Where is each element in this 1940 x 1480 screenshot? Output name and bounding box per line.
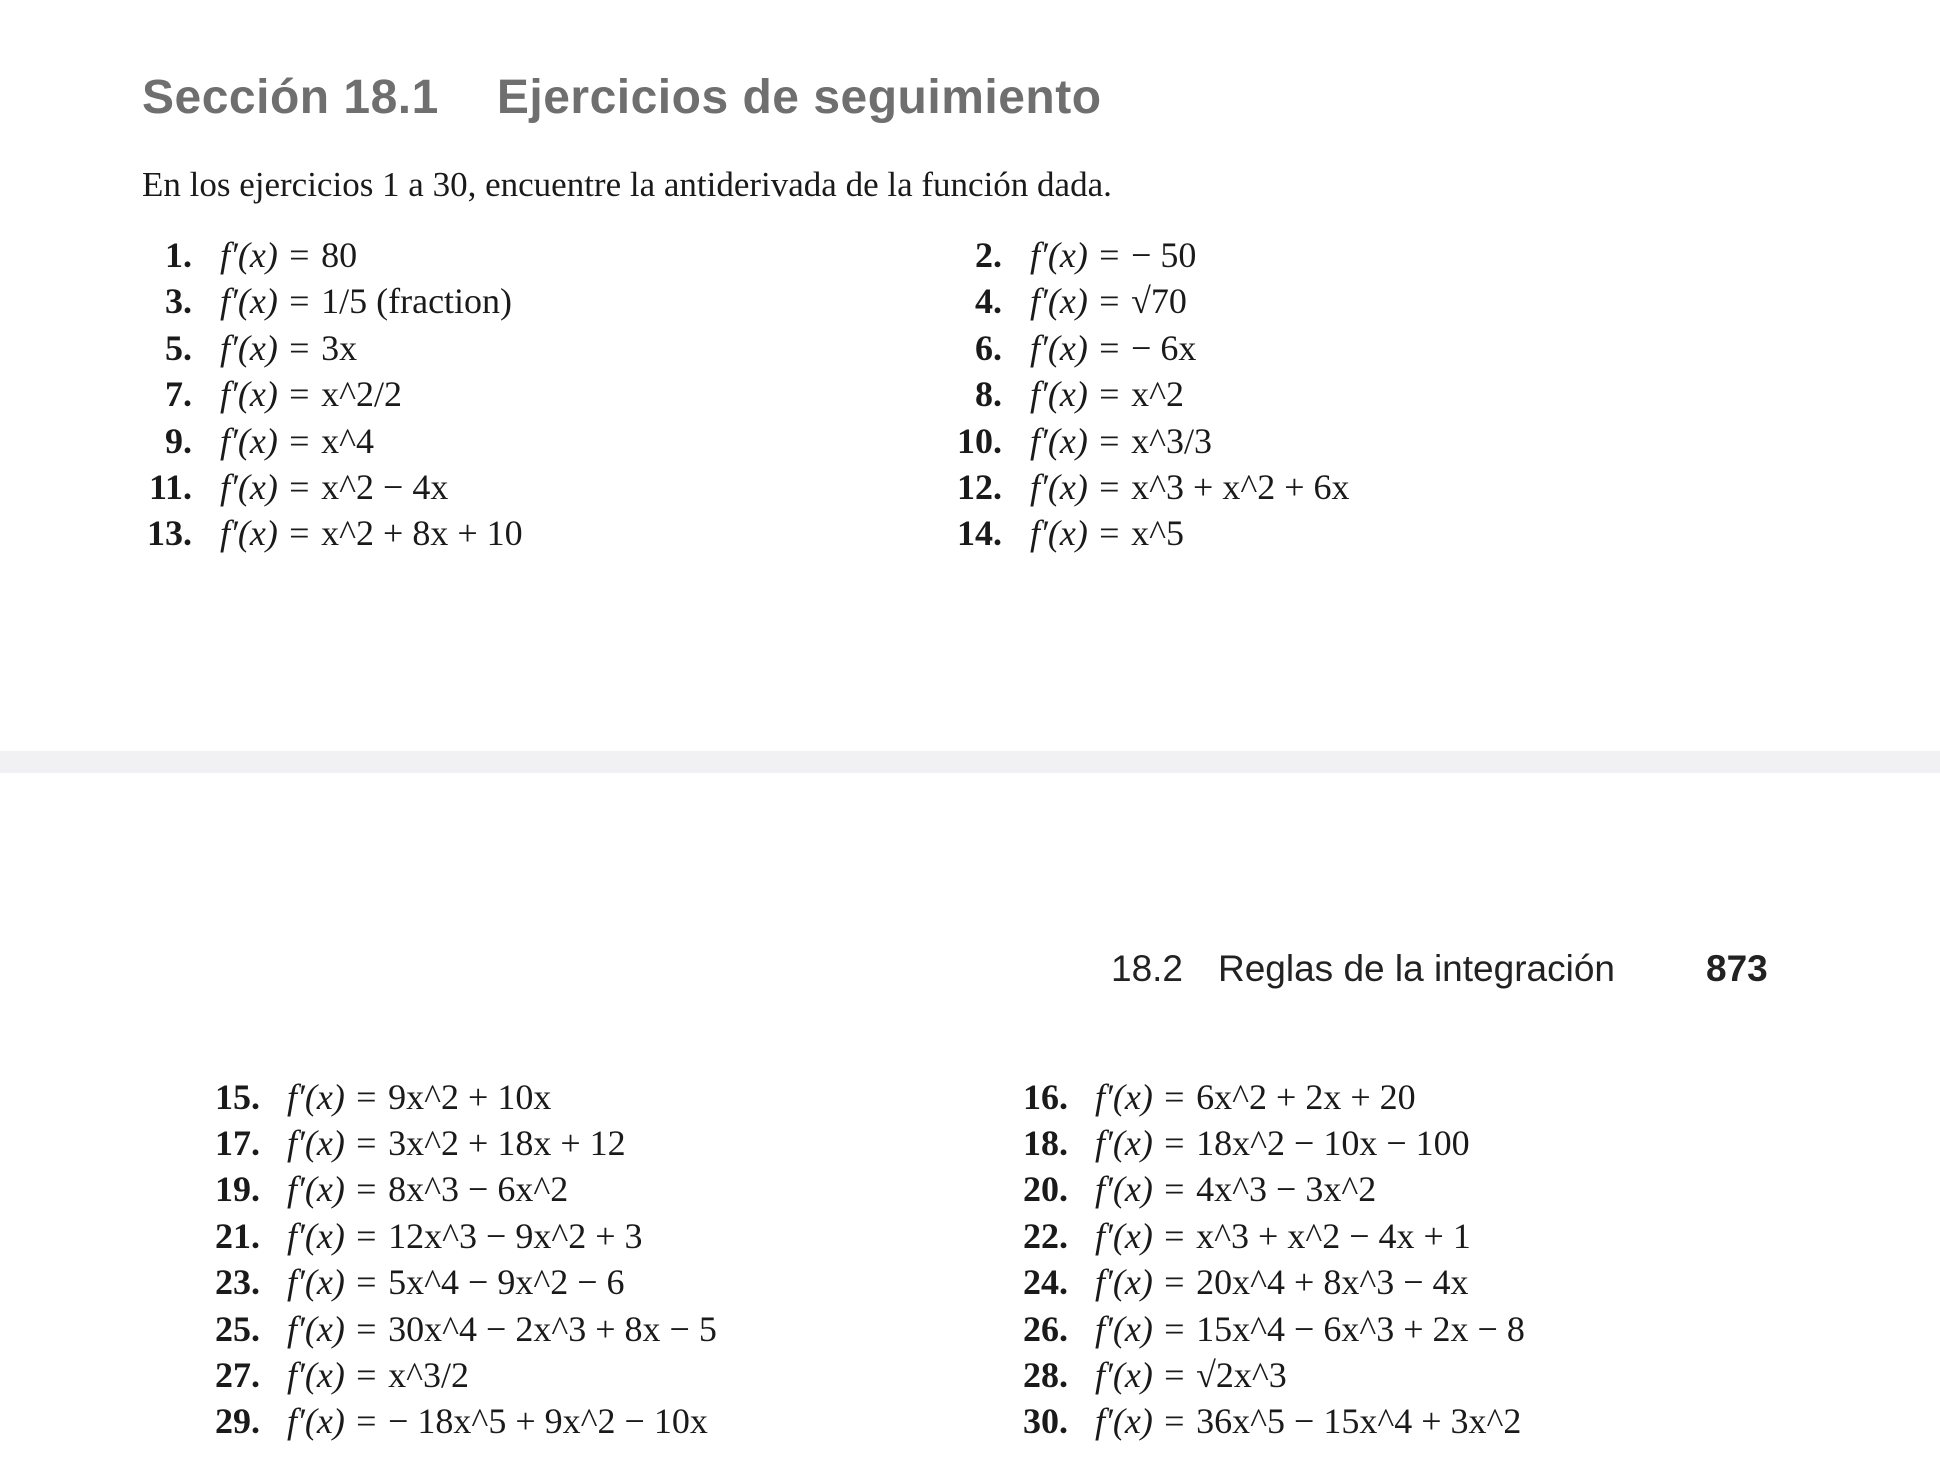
exercise-number: 23.	[215, 1262, 260, 1302]
formula-rhs: 20x^4 + 8x^3 − 4x	[1196, 1262, 1469, 1302]
exercise-formula	[220, 418, 374, 464]
formula-lhs: f′(x) =	[220, 374, 312, 414]
formula-lhs: f′(x) =	[287, 1309, 379, 1349]
formula-rhs: x^3 + x^2 + 6x	[1131, 467, 1350, 507]
formula-rhs: x^5	[1131, 513, 1185, 553]
formula-lhs: f′(x) =	[220, 467, 312, 507]
exercise-number: 27.	[215, 1355, 260, 1395]
formula-rhs: x^2/2	[321, 374, 403, 414]
formula-lhs: f′(x) =	[1030, 513, 1122, 553]
exercise-number: 22.	[1023, 1216, 1068, 1256]
exercise-number: 2.	[975, 235, 1002, 275]
formula-lhs: f′(x) =	[287, 1216, 379, 1256]
formula-rhs: 15x^4 − 6x^3 + 2x − 8	[1196, 1309, 1525, 1349]
exercise-number: 10.	[957, 421, 1002, 461]
exercise-formula	[287, 1166, 568, 1212]
exercise-formula	[287, 1074, 551, 1120]
exercise-number: 18.	[1023, 1123, 1068, 1163]
exercise-number: 16.	[1023, 1077, 1068, 1117]
exercise-formula	[1030, 232, 1196, 278]
formula-lhs: f′(x) =	[287, 1355, 379, 1395]
exercise-number: 14.	[957, 513, 1002, 553]
exercise-formula	[1030, 371, 1184, 417]
formula-lhs: f′(x) =	[287, 1123, 379, 1163]
exercise-number: 21.	[215, 1216, 260, 1256]
formula-lhs: f′(x) =	[287, 1169, 379, 1209]
formula-lhs: f′(x) =	[1030, 235, 1122, 275]
exercise-number: 11.	[148, 467, 192, 507]
exercise-formula	[220, 325, 357, 371]
formula-rhs: 9x^2 + 10x	[388, 1077, 552, 1117]
exercise-number: 9.	[165, 421, 192, 461]
section-heading	[142, 70, 1102, 125]
formula-rhs: 8x^3 − 6x^2	[388, 1169, 569, 1209]
exercise-number: 24.	[1023, 1262, 1068, 1302]
formula-rhs: x^3/3	[1131, 421, 1213, 461]
exercise-formula	[1030, 278, 1187, 324]
exercise-formula	[287, 1213, 643, 1259]
exercise-formula	[220, 278, 512, 324]
exercise-number: 17.	[215, 1123, 260, 1163]
exercise-formula	[220, 371, 402, 417]
formula-lhs: f′(x) =	[1095, 1123, 1187, 1163]
formula-rhs: x^3/2	[388, 1355, 470, 1395]
formula-rhs: 4x^3 − 3x^2	[1196, 1169, 1377, 1209]
exercise-formula	[1095, 1166, 1376, 1212]
exercise-formula	[1095, 1398, 1521, 1444]
exercise-formula	[287, 1352, 469, 1398]
exercise-number: 4.	[975, 281, 1002, 321]
exercise-number: 26.	[1023, 1309, 1068, 1349]
formula-lhs: f′(x) =	[220, 328, 312, 368]
formula-rhs: 3x^2 + 18x + 12	[388, 1123, 626, 1163]
formula-lhs: f′(x) =	[1095, 1216, 1187, 1256]
exercise-number: 5.	[165, 328, 192, 368]
formula-rhs: x^2 + 8x + 10	[321, 513, 523, 553]
formula-lhs: f′(x) =	[287, 1262, 379, 1302]
exercise-number: 3.	[165, 281, 192, 321]
exercise-formula	[1095, 1120, 1470, 1166]
exercise-formula	[1030, 325, 1196, 371]
exercise-number: 19.	[215, 1169, 260, 1209]
formula-lhs: f′(x) =	[1030, 467, 1122, 507]
exercise-number: 30.	[1023, 1401, 1068, 1441]
formula-rhs: √70	[1131, 281, 1187, 321]
section-title: Ejercicios de seguimiento	[496, 71, 1102, 124]
exercise-formula	[287, 1259, 625, 1305]
formula-rhs: 30x^4 − 2x^3 + 8x − 5	[388, 1309, 717, 1349]
exercise-formula	[287, 1306, 717, 1352]
formula-rhs: − 50	[1131, 235, 1197, 275]
exercise-formula	[1095, 1213, 1471, 1259]
exercise-formula	[1030, 464, 1350, 510]
exercise-formula	[1095, 1074, 1416, 1120]
formula-rhs: 18x^2 − 10x − 100	[1196, 1123, 1470, 1163]
exercise-formula	[1095, 1352, 1287, 1398]
formula-rhs: 1/5 (fraction)	[321, 281, 513, 321]
formula-lhs: f′(x) =	[1095, 1077, 1187, 1117]
page-separator	[0, 751, 1940, 773]
exercise-number: 20.	[1023, 1169, 1068, 1209]
formula-lhs: f′(x) =	[220, 281, 312, 321]
exercise-number: 13.	[147, 513, 192, 553]
formula-rhs: √2x^3	[1196, 1355, 1287, 1395]
exercise-number: 15.	[215, 1077, 260, 1117]
formula-lhs: f′(x) =	[220, 235, 312, 275]
formula-rhs: 5x^4 − 9x^2 − 6	[388, 1262, 625, 1302]
formula-lhs: f′(x) =	[1095, 1355, 1187, 1395]
exercise-formula	[220, 464, 448, 510]
exercise-number: 1.	[165, 235, 192, 275]
formula-rhs: x^2	[1131, 374, 1185, 414]
formula-rhs: 36x^5 − 15x^4 + 3x^2	[1196, 1401, 1522, 1441]
exercise-formula	[220, 510, 523, 556]
formula-lhs: f′(x) =	[1095, 1262, 1187, 1302]
formula-rhs: 3x	[321, 328, 358, 368]
formula-rhs: x^4	[321, 421, 375, 461]
formula-lhs: f′(x) =	[287, 1401, 379, 1441]
exercise-number: 29.	[215, 1401, 260, 1441]
formula-lhs: f′(x) =	[1030, 374, 1122, 414]
formula-lhs: f′(x) =	[220, 421, 312, 461]
exercise-formula	[1095, 1259, 1469, 1305]
running-head-title: Reglas de la integración	[1218, 948, 1615, 989]
formula-lhs: f′(x) =	[1030, 421, 1122, 461]
formula-lhs: f′(x) =	[1095, 1309, 1187, 1349]
formula-rhs: 12x^3 − 9x^2 + 3	[388, 1216, 643, 1256]
formula-lhs: f′(x) =	[1030, 281, 1122, 321]
exercise-formula	[1030, 418, 1212, 464]
exercise-number: 12.	[957, 467, 1002, 507]
formula-rhs: x^2 − 4x	[321, 467, 449, 507]
formula-rhs: − 6x	[1131, 328, 1197, 368]
exercise-number: 7.	[165, 374, 192, 414]
formula-lhs: f′(x) =	[287, 1077, 379, 1117]
exercise-number: 25.	[215, 1309, 260, 1349]
formula-lhs: f′(x) =	[1030, 328, 1122, 368]
formula-rhs: 6x^2 + 2x + 20	[1196, 1077, 1416, 1117]
formula-lhs: f′(x) =	[220, 513, 312, 553]
exercise-formula	[220, 232, 357, 278]
page-number: 873	[1706, 948, 1768, 989]
exercise-formula	[1095, 1306, 1525, 1352]
exercise-formula	[1030, 510, 1184, 556]
exercise-number: 8.	[975, 374, 1002, 414]
exercise-formula	[287, 1398, 708, 1444]
exercise-formula	[287, 1120, 626, 1166]
exercise-number: 28.	[1023, 1355, 1068, 1395]
formula-lhs: f′(x) =	[1095, 1169, 1187, 1209]
formula-rhs: x^3 + x^2 − 4x + 1	[1196, 1216, 1471, 1256]
section-label: Sección 18.1	[142, 71, 439, 124]
formula-rhs: 80	[321, 235, 358, 275]
formula-lhs: f′(x) =	[1095, 1401, 1187, 1441]
running-head-section: 18.2	[1111, 948, 1184, 989]
instructions: En los ejercicios 1 a 30, encuentre la antiderivada de la función dada.	[142, 165, 1112, 204]
formula-rhs: − 18x^5 + 9x^2 − 10x	[388, 1401, 708, 1441]
exercise-number: 6.	[975, 328, 1002, 368]
